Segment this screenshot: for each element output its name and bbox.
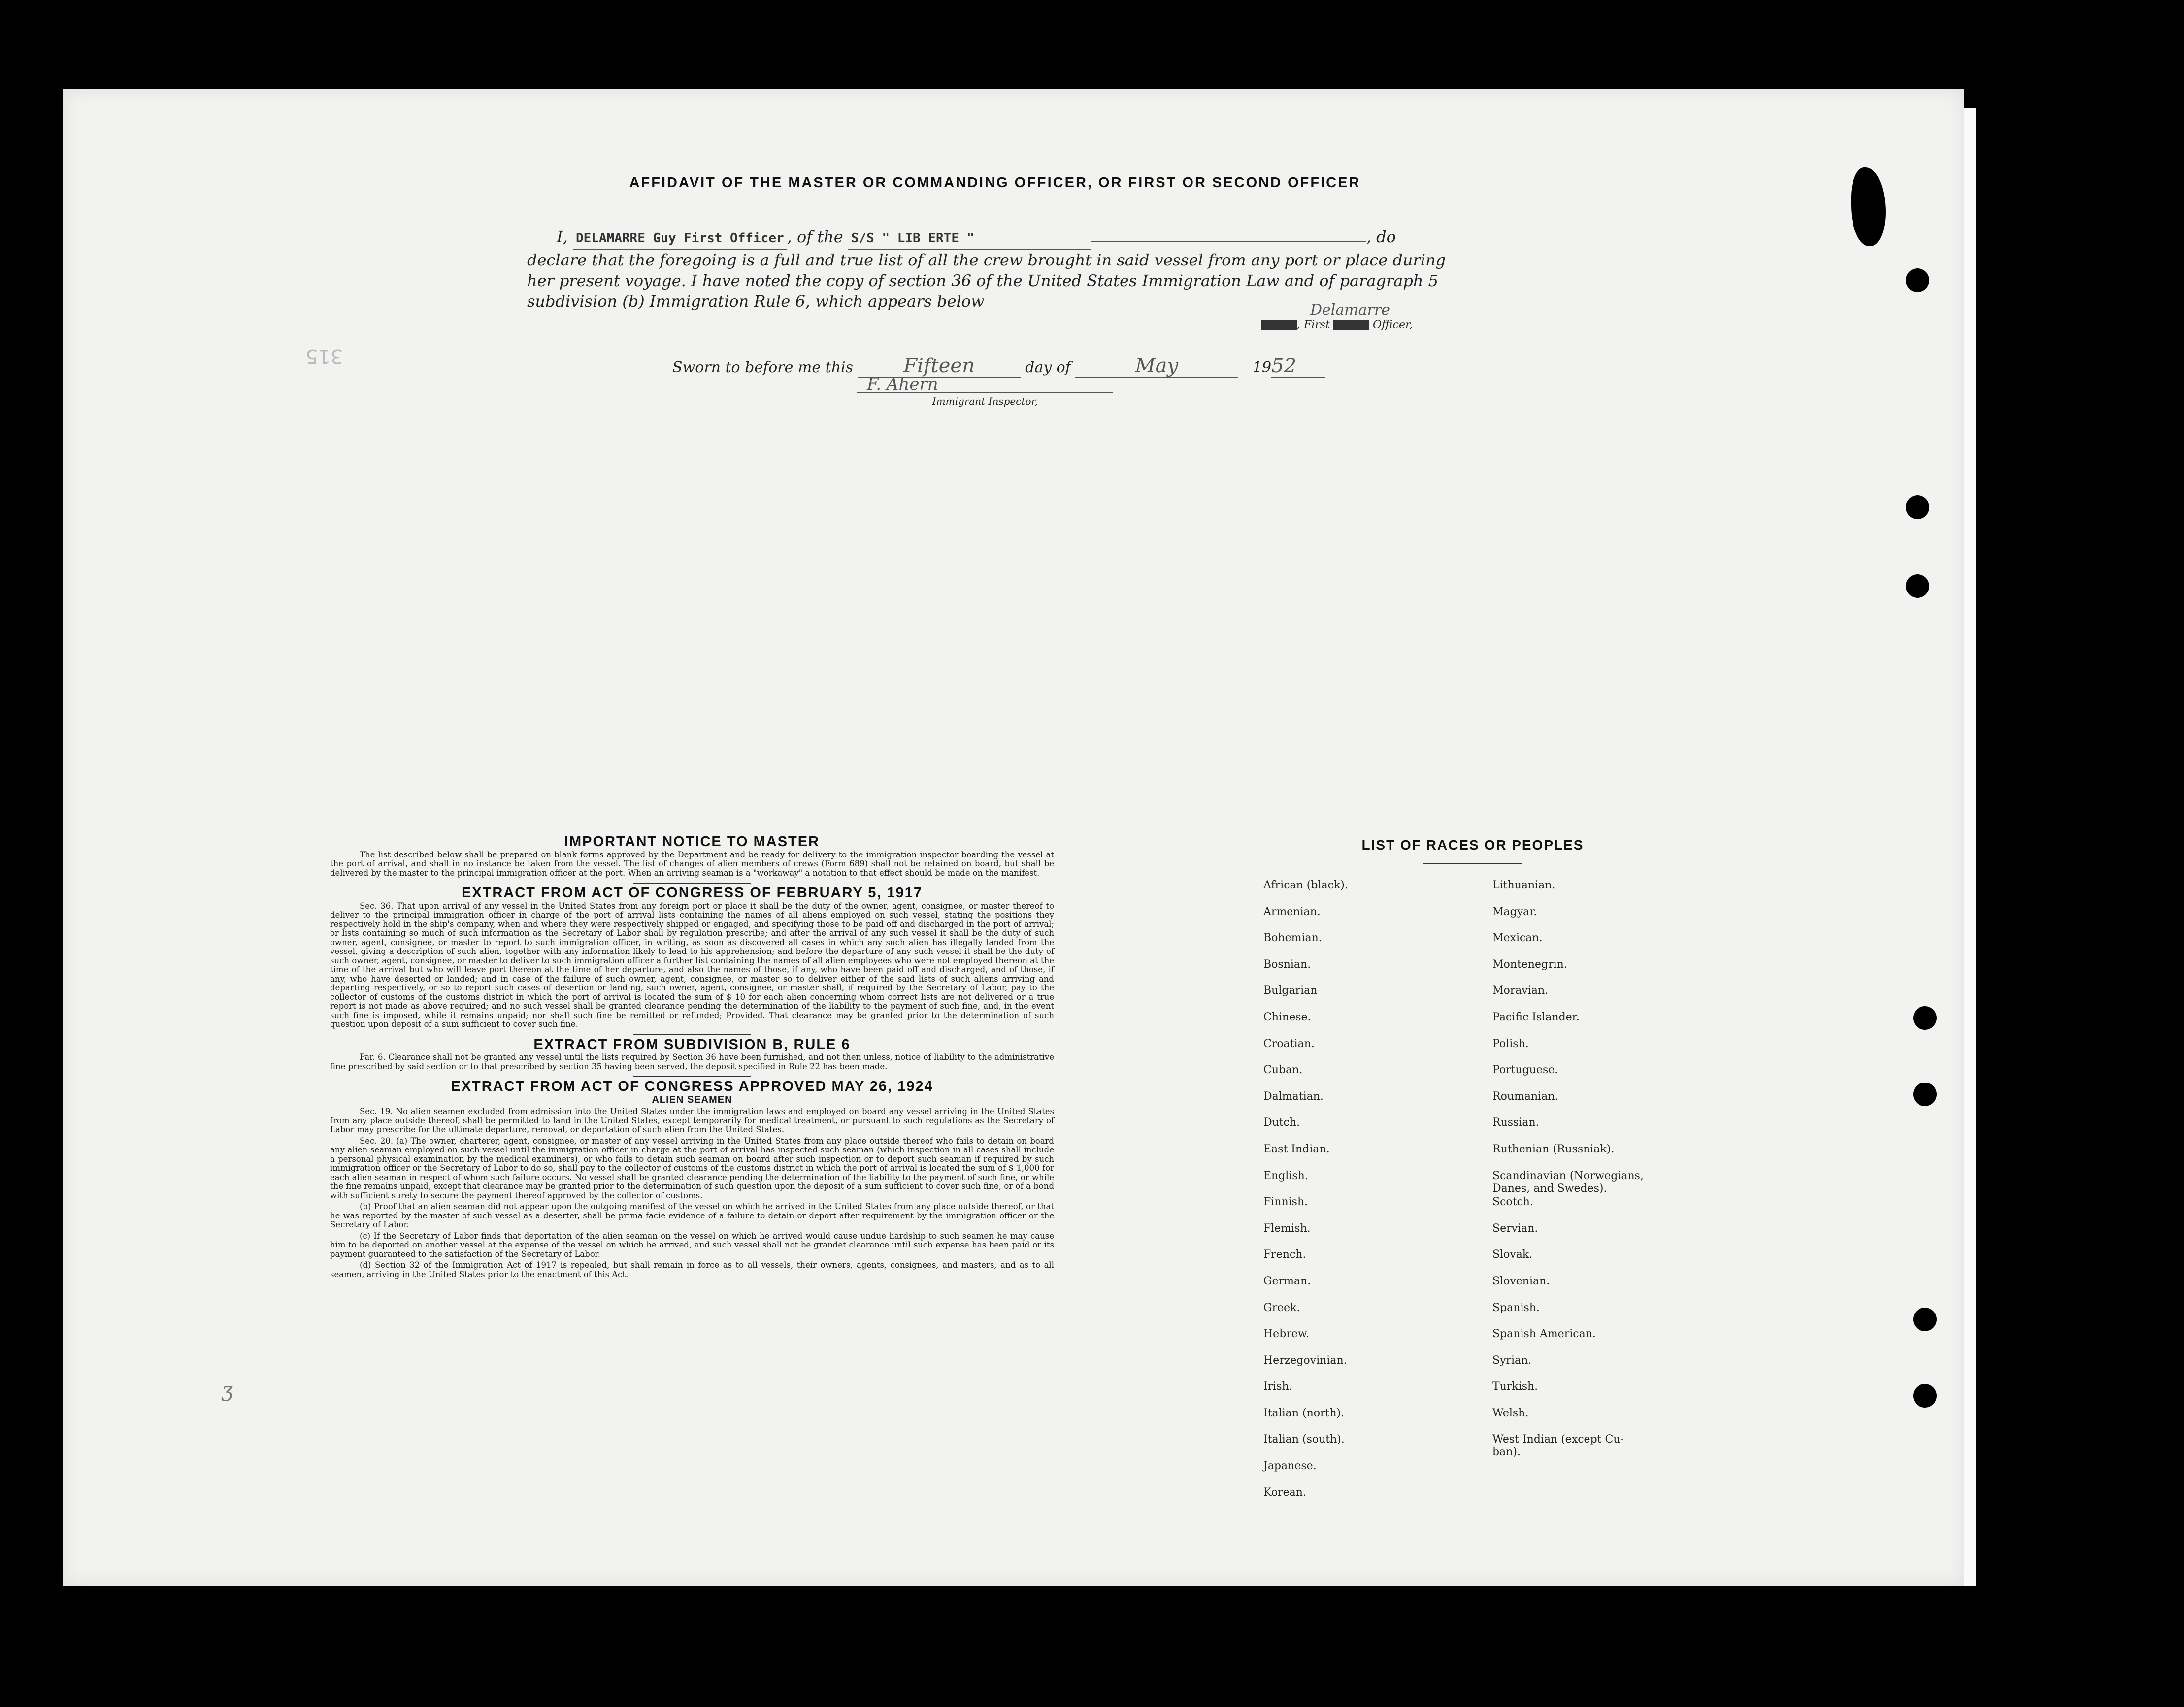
punch-hole: [1906, 574, 1929, 598]
race-item: Bosnian.: [1263, 958, 1311, 971]
extract2-heading: EXTRACT FROM SUBDIVISION B, RULE 6: [533, 1036, 851, 1052]
race-item: Bulgarian: [1263, 985, 1318, 997]
race-item: Montenegrin.: [1492, 958, 1567, 971]
sworn-day: Fifteen: [858, 355, 1021, 378]
officer-signature-block: [1261, 301, 1413, 331]
sworn-prefix: Sworn to before me this: [672, 359, 854, 376]
race-item: Syrian.: [1492, 1354, 1532, 1367]
notice-heading: IMPORTANT NOTICE TO MASTER: [564, 834, 820, 850]
extract3-heading: EXTRACT FROM ACT OF CONGRESS APPROVED MAY 26, 1924: [451, 1079, 933, 1094]
punch-hole: [1913, 1308, 1937, 1331]
race-item: Armenian.: [1263, 905, 1321, 918]
divider: [633, 883, 751, 884]
punch-hole: [1906, 268, 1929, 292]
race-item: East Indian.: [1263, 1143, 1330, 1155]
race-item: Finnish.: [1263, 1196, 1308, 1209]
extract3-sec20b: (b) Proof that an alien seaman did not appear upon the outgoing manifest of the vessel on which he arrived in the United States from any place outside thereof, or that he was reported by the master of such vessel as a deserter, shall be prima facie evidence of a failure to detain or deport after requirement by the immigration officer or the Secretary of Labor.: [330, 1202, 1054, 1229]
race-item: Servian.: [1492, 1222, 1538, 1235]
race-item: Slovenian.: [1492, 1275, 1550, 1287]
page-number-stamp: 315: [305, 345, 343, 367]
struck-master: Master: [1261, 320, 1297, 330]
race-item: German.: [1263, 1275, 1311, 1287]
extract3-subheading: ALIEN SEAMEN: [652, 1094, 732, 1105]
race-item: Scotch.: [1492, 1196, 1533, 1209]
race-item: Lithuanian.: [1492, 879, 1555, 891]
race-item: Pacific Islander.: [1492, 1011, 1580, 1023]
divider: [633, 1034, 751, 1035]
sworn-year: 52: [1271, 355, 1325, 378]
race-item: Flemish.: [1263, 1222, 1311, 1235]
races-heading: LIST OF RACES OR PEOPLES: [1361, 837, 1584, 853]
day-of-text: day of: [1025, 359, 1071, 376]
declaration: [527, 227, 1453, 312]
punch-hole: [1913, 1006, 1937, 1030]
race-item: Dalmatian.: [1263, 1090, 1324, 1103]
of-the-text: , of the: [787, 228, 843, 246]
extract3-sec20a: Sec. 20. (a) The owner, charterer, agent, consignee, or master of any vessel arriving in the United States from any place outside thereof who fails to detain on board any alien seaman employed on such vessel until the immigration officer in charge at the port of arrival has inspected such seaman (which inspection in all cases shall include a personal physical examination by the medical examiners), or who fails to detain such seaman on board after such inspection or to deport such seaman if required by such immigration officer or the Secretary of Labor to do so, shall pay to the collector of customs of the customs district in which the port of arrival is located the sum of $ 1,000 for each alien seaman in respect of whom such failure occurs. No vessel shall be granted clearance pending the determination of the liability to the payment of such fine, or while the fine remains unpaid, except that clearance may be granted prior to the determination of such question upon the deposit of a sum sufficient to cover such fine, or of a bond with sufficient surety to secure the payment thereof approved by the collector of customs.: [330, 1136, 1054, 1200]
struck-second: Second: [1333, 320, 1369, 330]
officer-signature: Delamarre: [1310, 301, 1390, 319]
race-item: Greek.: [1263, 1301, 1300, 1314]
signature-title-first: , First: [1297, 319, 1330, 331]
race-item: Chinese.: [1263, 1011, 1311, 1023]
signature-title-officer: Officer,: [1373, 319, 1413, 331]
extract1-heading: EXTRACT FROM ACT OF CONGRESS OF FEBRUARY 5, 1917: [461, 885, 923, 901]
race-item: Japanese.: [1263, 1460, 1317, 1473]
race-item: Croatian.: [1263, 1037, 1315, 1050]
extract3-sec20d: (d) Section 32 of the Immigration Act of 1917 is repealed, but shall remain in force as to all vessels, their owners, agents, consignees, and masters, and as to all seamen, arriving in the United States prior to the enactment of this Act.: [330, 1260, 1054, 1279]
race-item: Cuban.: [1263, 1064, 1303, 1077]
vessel-underline: [1091, 241, 1366, 242]
race-item: Polish.: [1492, 1037, 1529, 1050]
race-item: Irish.: [1263, 1380, 1292, 1393]
race-item: Dutch.: [1263, 1116, 1300, 1129]
race-item: Hebrew.: [1263, 1328, 1310, 1341]
race-item: French.: [1263, 1248, 1306, 1261]
race-item: Korean.: [1263, 1486, 1306, 1499]
race-item: Turkish.: [1492, 1380, 1538, 1393]
race-item: Scandinavian (Norwegians, Danes, and Swedes).: [1492, 1169, 1644, 1195]
sworn-line: [672, 355, 1325, 378]
declaration-i: I,: [557, 228, 568, 246]
vessel-name: S/S " LIB ERTE ": [848, 228, 1091, 250]
notice-column: [330, 832, 1054, 1281]
extract3-sec20c: (c) If the Secretary of Labor finds that deportation of the alien seaman on the vessel on which he arrived would cause undue hardship to such seamen he may cause him to be deported on another vessel at the expense of the vessel on which he arrived, and such vessel shall not be grandet clearance until such expense has been paid or its payment guaranteed to the satisfaction of the Secretary of Labor.: [330, 1231, 1054, 1259]
punch-hole: [1913, 1384, 1937, 1408]
race-item: Italian (north).: [1263, 1407, 1345, 1419]
extract2-text: Par. 6. Clearance shall not be granted any vessel until the lists required by Section 36 have been furnished, and not then unless, notice of liability to the administrative fine prescribed by said section or to that prescribed by section 35 having been served, the deposit specified in Rule 22 has been made.: [330, 1052, 1054, 1071]
year-prefix: 19: [1252, 359, 1272, 376]
race-item: Bohemian.: [1263, 932, 1322, 945]
race-item: Portuguese.: [1492, 1064, 1558, 1077]
sheet-edge: [1964, 108, 1976, 1586]
race-item: Russian.: [1492, 1116, 1539, 1129]
race-item: English.: [1263, 1169, 1308, 1182]
punch-hole: [1906, 495, 1929, 519]
race-item: Welsh.: [1492, 1407, 1529, 1419]
divider: [1423, 863, 1522, 864]
race-item: West Indian (except Cu- ban).: [1492, 1433, 1624, 1459]
do-declare-text: , do declare: [527, 228, 1396, 269]
races-right-column: [1492, 879, 1699, 1460]
race-item: Mexican.: [1492, 932, 1543, 945]
officer-name: DELAMARRE Guy First Officer: [573, 228, 787, 250]
race-item: Roumanian.: [1492, 1090, 1558, 1103]
race-item: Slovak.: [1492, 1248, 1533, 1261]
declaration-body: that the foregoing is a full and true list of all the crew brought in said vessel from any port or place during her present voyage. I have noted the copy of section 36 of the United States Immigration Law and of paragraph 5 subdivision (b) Immigration Rule 6, which appears below: [527, 251, 1446, 311]
race-item: African (black).: [1263, 879, 1348, 891]
race-item: Magyar.: [1492, 905, 1537, 918]
divider: [633, 1076, 751, 1077]
notice-intro: The list described below shall be prepared on blank forms approved by the Department and be ready for delivery to the immigration inspector boarding the vessel at the port of arrival, and shall in no instance be taken from the vessel. The list of changes of alien members of crews (Form 689) shall not be retained on board, but shall be delivered by the master to the principal immigration officer at the port. When an arriving seaman is a "workaway" a notation to that effect should be made on the manifest.: [330, 850, 1054, 878]
extract3-sec19: Sec. 19. No alien seamen excluded from admission into the United States under the immigration laws and employed on board any vessel arriving in the United States from any place outside thereof, shall be permitted to land in the United States, except temporarily for medical treatment, or pursuant to such regulations as the Secretary of Labor may prescribe for the ultimate departure, removal, or deportation of such alien from the United States.: [330, 1107, 1054, 1134]
race-item: Italian (south).: [1263, 1433, 1345, 1446]
affidavit-title: AFFIDAVIT OF THE MASTER OR COMMANDING OFFICER, OR FIRST OR SECOND OFFICER: [629, 175, 1361, 191]
race-item: Herzegovinian.: [1263, 1354, 1347, 1367]
inspector-label: Immigrant Inspector,: [857, 392, 1113, 407]
race-item: Spanish.: [1492, 1301, 1540, 1314]
extract1-text: Sec. 36. That upon arrival of any vessel in the United States from any foreign port or place it shall be the duty of the owner, agent, consignee, or master thereof to deliver to the principal immigration officer in charge of the port of arrival lists containing the names of all aliens employed on such vessel, stating the positions they respectively hold in the ship's company, when and where they were respectively shipped or engaged, and specifying those to be paid off and discharged in the port of arrival; or lists containing so much of such information as the Secretary of Labor shall by regulation prescribe; and after the arrival of any such vessel it shall be the duty of such owner, agent, consignee, or master to report to such immigration officer, in writing, as soon as discovered all cases in which any such alien has illegally landed from the vessel, giving a description of such alien, together with any information likely to lead to his apprehension; and before the departure of any such vessel it shall be the duty of such owner, agent, consignee, or master to deliver to such immigration officer a further list containing the names of all alien employees who were not employed thereon at the time of the arrival but who will leave port thereon at the time of her departure, and also the names of those, if any, who have been paid off and discharged, and of those, if any, who have deserted or landed; and in case of the failure of such owner, agent, consignee, or master so to deliver either of the said lists of such aliens arriving and departing respectively, or so to report such cases of desertion or landing, such owner, agent, consignee, or master shall, if required by the Secretary of Labor, pay to the collector of customs of the customs district in which the port of arrival is located the sum of $ 10 for each alien concerning whom correct lists are not delivered or a true report is not made as above required; and no such vessel shall be granted clearance pending the determination of the liability to the payment of such fine, and, in the event such fine is imposed, while it remains unpaid; nor shall such fine be remitted or refunded; Provided. That clearance may be granted prior to the determination of such question upon deposit of a sum sufficient to cover such fine.: [330, 901, 1054, 1029]
punch-hole: [1913, 1083, 1937, 1106]
margin-mark: ʒ: [222, 1379, 233, 1402]
inspector-signature: F. Ahern: [867, 374, 938, 394]
sworn-month: May: [1075, 355, 1238, 378]
race-item: Spanish American.: [1492, 1328, 1596, 1341]
race-item: Ruthenian (Russniak).: [1492, 1143, 1615, 1155]
race-item: Moravian.: [1492, 985, 1549, 997]
races-left-column: [1263, 879, 1411, 1512]
